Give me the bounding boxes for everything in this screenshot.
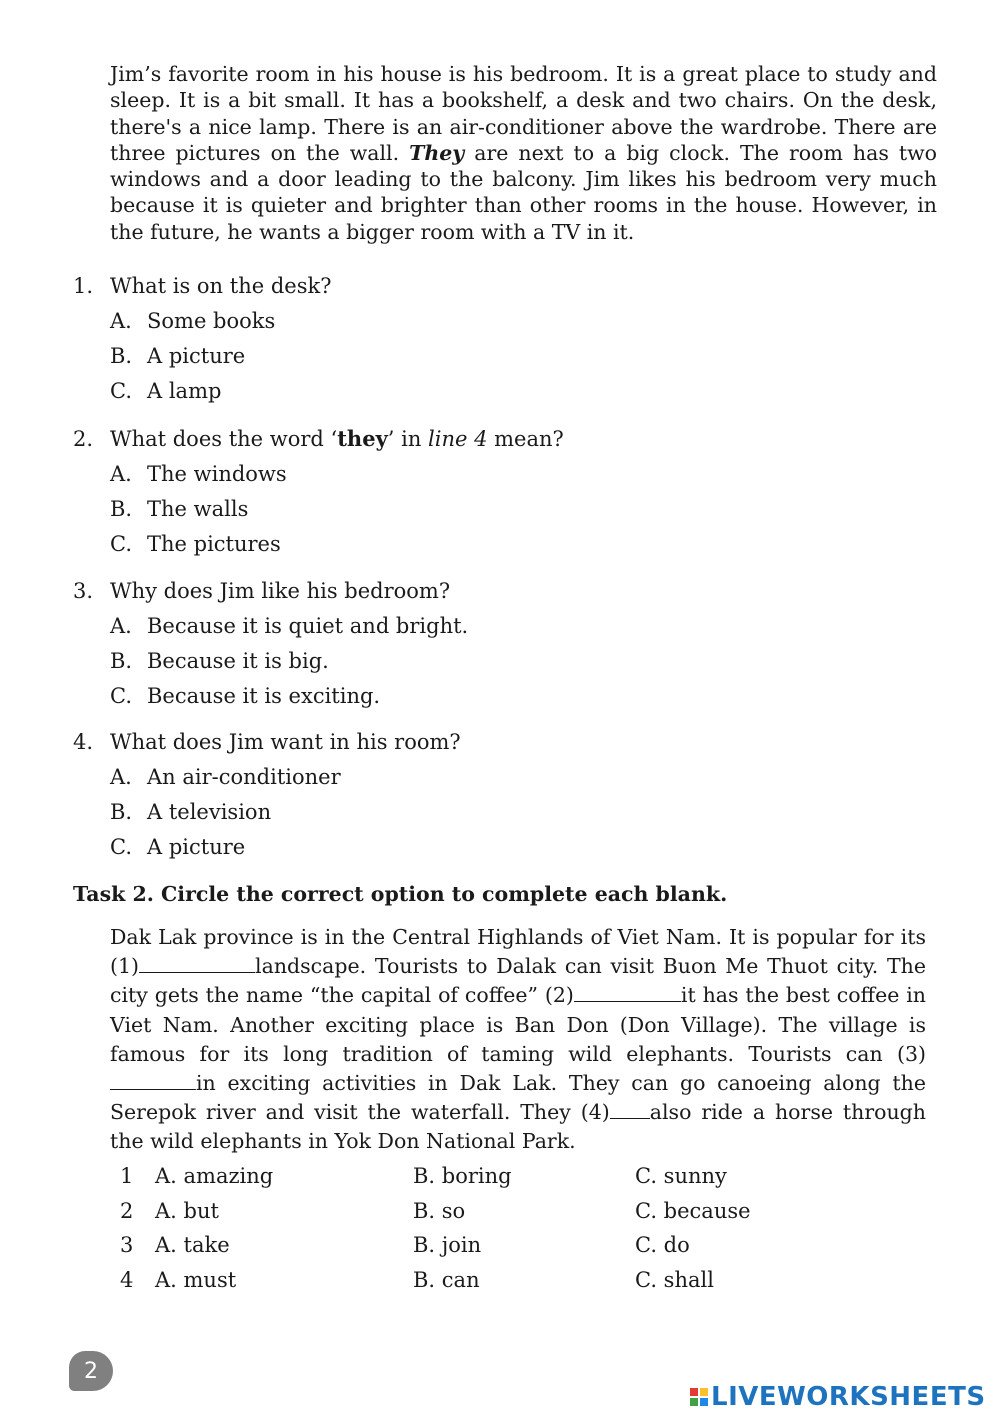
option-b[interactable]: B. can	[413, 1268, 480, 1293]
option-text: The walls	[147, 496, 249, 521]
row-number: 3	[120, 1233, 134, 1258]
option-c[interactable]: C. shall	[635, 1268, 714, 1293]
option-text: The pictures	[147, 531, 281, 556]
question-text-part: mean?	[487, 427, 564, 451]
option-a[interactable]	[110, 460, 953, 488]
option-letter: B.	[110, 496, 133, 521]
question-text: Why does Jim like his bedroom?	[110, 579, 451, 603]
option-a[interactable]: A. amazing	[155, 1164, 274, 1188]
reading-passage	[110, 61, 937, 245]
option-text: Because it is exciting.	[147, 683, 381, 708]
option-text: A picture	[147, 834, 246, 859]
question-number: 2.	[73, 427, 94, 451]
option-c[interactable]: C. do	[635, 1233, 690, 1258]
options-row-2	[120, 1197, 835, 1232]
option-a[interactable]: A. take	[155, 1233, 230, 1258]
question-text	[110, 425, 564, 453]
option-letter: C.	[110, 531, 132, 556]
cloze-text: landscape. Tourists to Dalak can visit Buon Me Thuot city. The city gets the name “the capital of coffee” (2)	[110, 954, 926, 1008]
cloze-text: in exciting activities in Dak Lak. They can go canoeing along the Serepok river and visit the waterfall. They (4)	[110, 1071, 926, 1125]
option-text: Because it is quiet and bright.	[147, 613, 469, 638]
option-text: An air-conditioner	[147, 764, 341, 789]
option-text: A lamp	[147, 378, 222, 403]
question-4	[73, 728, 953, 861]
option-text: A picture	[147, 343, 246, 368]
options-row-4	[120, 1266, 835, 1301]
blank-2[interactable]	[574, 983, 681, 1002]
row-number: 4	[120, 1268, 134, 1293]
question-text: What does Jim want in his room?	[110, 730, 461, 754]
option-a[interactable]	[110, 612, 953, 640]
option-letter: C.	[110, 683, 132, 708]
passage-text-part2: are next to a big clock. The room has two windows and a door leading to the balcony. Jim likes his bedroom very much because it is quieter and brighter than other rooms in the house. However, in the future, he wants a bigger room with a TV in it.	[110, 140, 937, 244]
option-a[interactable]	[110, 763, 953, 791]
question-number: 1.	[73, 274, 94, 298]
option-b[interactable]	[110, 342, 953, 370]
question-text-part: What does the word ‘	[110, 427, 338, 451]
option-a[interactable]: A. but	[155, 1198, 219, 1223]
option-letter: C.	[110, 378, 132, 403]
cloze-passage	[110, 923, 926, 1157]
question-number: 3.	[73, 579, 94, 603]
question-line-reference: line 4	[428, 427, 488, 451]
question-2	[73, 425, 953, 558]
cloze-text: it has the best coffee in Viet Nam. Another exciting place is Ban Don (Don Village). The village is famous for its long tradition of taming wild elephants. Tourists can (3)	[110, 983, 926, 1066]
option-letter: B.	[110, 648, 133, 673]
question-1	[73, 272, 953, 405]
option-b[interactable]: B. join	[413, 1233, 482, 1258]
option-letter: C.	[110, 834, 132, 859]
logo-square	[700, 1388, 708, 1396]
option-c[interactable]	[110, 377, 953, 405]
option-a[interactable]	[110, 307, 953, 335]
passage-emphasized-word: They	[409, 140, 465, 165]
logo-square	[700, 1398, 708, 1406]
question-keyword: they	[337, 426, 388, 451]
option-c[interactable]	[110, 682, 953, 710]
question-text-part: ’ in	[387, 427, 429, 451]
cloze-text: also ride a horse through the wild elephants in Yok Don National Park.	[110, 1100, 926, 1154]
blank-1[interactable]	[139, 954, 255, 973]
option-b[interactable]: B. boring	[413, 1164, 512, 1188]
option-b[interactable]	[110, 495, 953, 523]
question-number: 4.	[73, 730, 94, 754]
options-row-1	[120, 1162, 835, 1197]
option-b[interactable]	[110, 798, 953, 826]
option-text: A television	[147, 799, 272, 824]
question-stem	[73, 425, 953, 453]
option-letter: A.	[110, 613, 132, 638]
option-c[interactable]	[110, 530, 953, 558]
cloze-options-table	[120, 1162, 835, 1301]
option-text: Because it is big.	[147, 648, 329, 673]
cloze-text: Dak Lak province is in the Central Highlands of Viet Nam. It is popular for its (1)	[110, 925, 926, 979]
blank-3[interactable]	[110, 1071, 196, 1090]
option-c[interactable]	[110, 833, 953, 861]
option-text: The windows	[147, 461, 287, 486]
options-row-3	[120, 1231, 835, 1266]
brand-name: LIVEWORKSHEETS	[711, 1382, 986, 1412]
option-c[interactable]: C. sunny	[635, 1164, 727, 1188]
logo-square	[690, 1398, 698, 1406]
option-c[interactable]: C. because	[635, 1198, 751, 1223]
question-stem	[73, 577, 953, 605]
option-letter: B.	[110, 799, 133, 824]
row-number: 2	[120, 1198, 134, 1223]
liveworksheets-logo-icon	[690, 1388, 708, 1406]
task-2-heading: Task 2. Circle the correct option to complete each blank.	[73, 882, 728, 906]
row-number: 1	[120, 1164, 134, 1188]
option-letter: B.	[110, 343, 133, 368]
question-text: What is on the desk?	[110, 274, 332, 298]
option-b[interactable]	[110, 647, 953, 675]
question-stem	[73, 728, 953, 756]
passage-text-part1: Jim’s favorite room in his house is his bedroom. It is a great place to study and sleep. It is a bit small. It has a bookshelf, a desk and two chairs. On the desk, there's a nice lamp. There is an air-conditioner above the wardrobe. There are three pictures on the wall.	[110, 62, 937, 165]
option-text: Some books	[147, 308, 276, 333]
blank-4[interactable]	[610, 1100, 650, 1119]
page-number-badge: 2	[69, 1351, 113, 1391]
liveworksheets-brand	[690, 1380, 986, 1414]
option-b[interactable]: B. so	[413, 1198, 466, 1223]
option-letter: A.	[110, 461, 132, 486]
question-stem	[73, 272, 953, 300]
question-3	[73, 577, 953, 710]
option-a[interactable]: A. must	[155, 1268, 237, 1293]
option-letter: A.	[110, 308, 132, 333]
option-letter: A.	[110, 764, 132, 789]
logo-square	[690, 1388, 698, 1396]
